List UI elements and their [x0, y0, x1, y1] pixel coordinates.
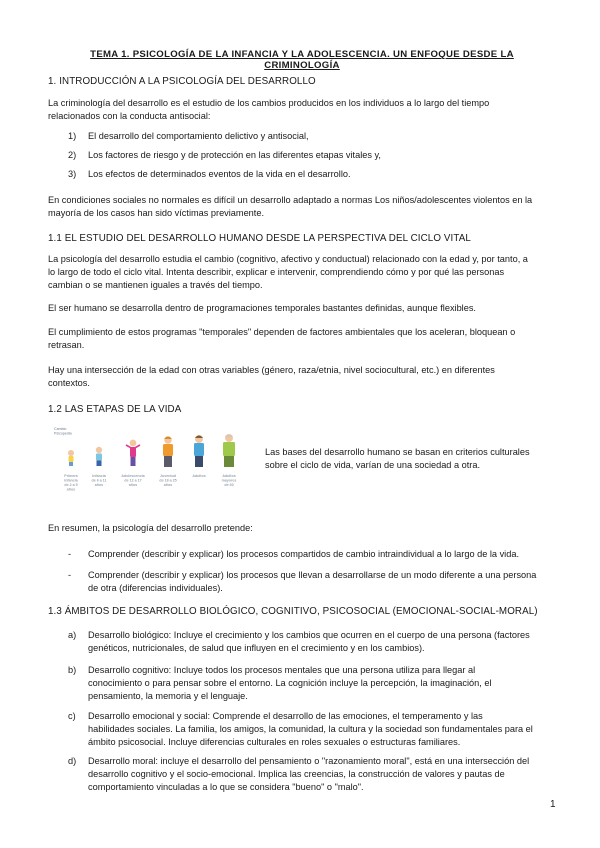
stage-caption: Infancia [92, 474, 106, 478]
list-text: El desarrollo del comportamiento delictivo y antisocial, [88, 131, 309, 141]
text-line: La psicología del desarrollo estudia el cambio (cognitivo, afectivo y conductual) relacionado con la edad y, por tanto, a [48, 254, 528, 264]
stage-caption: infancia [64, 478, 78, 483]
paragraph [48, 364, 556, 390]
paragraph: El ser humano se desarrolla dentro de programaciones temporales bastantes definidas, aunque flexibles. [48, 303, 476, 313]
section-1-1-heading: 1.1 EL ESTUDIO DEL DESARROLLO HUMANO DESDE LA PERSPECTIVA DEL CICLO VITAL [48, 233, 471, 244]
section-1-heading: 1. INTRODUCCIÓN A LA PSICOLOGÍA DEL DESARROLLO [48, 76, 316, 87]
stage-caption: de 6 a 11 [91, 478, 107, 483]
list-text [88, 755, 556, 794]
text-line: sobre el ciclo de vida, varían de una sociedad a otra. [265, 460, 481, 470]
list-letter: d) [68, 756, 77, 766]
paragraph [48, 253, 556, 292]
section-1-intro [48, 97, 556, 123]
list-number: 1) [68, 131, 77, 141]
bullet-text: Comprender (describir y explicar) los procesos compartidos de cambio intraindividual a lo largo de la vida. [88, 549, 519, 559]
young-adult-figure [163, 436, 173, 467]
dash-bullet: - [68, 570, 72, 580]
adult-figure [194, 435, 204, 467]
figure-brand-line2: Psicopedia [54, 431, 72, 436]
stage-caption: Adultos [192, 474, 206, 478]
dash-bullet: - [68, 549, 72, 559]
section-1-2-heading: 1.2 LAS ETAPAS DE LA VIDA [48, 404, 182, 415]
text-line: cambian o se mantienen iguales a través del tiempo. [48, 280, 263, 290]
text-line: Desarrollo moral: incluye el desarrollo del pensamiento o "razonamiento moral", está en una intersección del [88, 756, 530, 766]
list-text: Los efectos de determinados eventos de la vida en el desarrollo. [88, 169, 351, 179]
document-title: TEMA 1. PSICOLOGÍA DE LA INFANCIA Y LA ADOLESCENCIA. UN ENFOQUE DESDE LA CRIMINOLOGÍA [90, 49, 514, 71]
bullet-text [88, 569, 556, 595]
text-line: Las bases del desarrollo humano se basan en criterios culturales [265, 447, 530, 457]
life-stages-figure [54, 426, 254, 498]
text-line: Hay una intersección de la edad con otras variables (género, raza/etnia, nivel sociocultural, etc.) en diferentes [48, 365, 495, 375]
text-line: Desarrollo emocional y social: Comprende el desarrollo de las emociones, el temperamento y las [88, 711, 483, 721]
list-number: 3) [68, 169, 77, 179]
paragraph [48, 326, 556, 352]
text-line: pensamiento, la memoria y el lenguaje. [88, 691, 248, 701]
text-line: retrasan. [48, 340, 85, 350]
stage-caption: años [66, 487, 76, 492]
list-text: Los factores de riesgo y de protección en las diferentes etapas vitales y, [88, 150, 381, 160]
text-line: contextos. [48, 378, 90, 388]
stage-caption: de 12 a 17 [124, 478, 142, 483]
stage-caption: de 2 a 5 [64, 483, 78, 487]
stage-caption: de 60 [224, 483, 234, 487]
list-text [88, 710, 556, 749]
child-figure [96, 447, 102, 466]
stage-caption: de 18 a 25 [159, 478, 177, 483]
text-line: desarrollo cognitivo y el socio-emocional. Implica las creencias, la construcción de valores y pautas de [88, 769, 505, 779]
stage-caption: Juventud [160, 474, 176, 478]
stage-caption: años [94, 483, 104, 487]
text-line: comportamiento vinculadas a lo que se considera "bueno" o "malo". [88, 782, 364, 792]
list-text [88, 629, 556, 655]
text-line: El cumplimiento de estos programas "temporales" dependen de factores ambientales que los aceleran, bloquean o [48, 327, 516, 337]
list-letter: a) [68, 630, 77, 640]
text-line: Comprender (describir y explicar) los procesos que llevan a desarrollarse de un modo diferente a una persona [88, 570, 537, 580]
summary-line: En resumen, la psicología del desarrollo pretende: [48, 523, 253, 533]
list-letter: b) [68, 665, 77, 675]
stage-caption: Primera [64, 474, 78, 478]
list-text [88, 664, 556, 703]
text-line: conocimiento o para pensar sobre el entorno. La cognición incluye la percepción, la imaginación, el [88, 678, 492, 688]
stage-caption: años [163, 483, 173, 487]
text-line: habilidades sociales. La familia, los amigos, la comunidad, la cultura y la sociedad son fundamentales para el [88, 724, 533, 734]
stage-caption: años [128, 483, 138, 487]
list-number: 2) [68, 150, 77, 160]
text-line: ámbito psicosocial. Incluye diferencias culturales en roles sexuales o estructuras familiares. [88, 737, 461, 747]
adolescent-figure [126, 440, 140, 466]
toddler-figure [68, 450, 74, 466]
list-letter: c) [68, 711, 76, 721]
section-1-closing [48, 194, 556, 220]
page-number: 1 [550, 799, 556, 810]
figure-description [265, 446, 555, 472]
text-line: Desarrollo cognitivo: Incluye todos los procesos mentales que una persona utiliza para llegar al [88, 665, 476, 675]
figure-brand-line1: Cambio [54, 427, 67, 431]
text-line: La criminología del desarrollo es el estudio de los cambios producidos en los individuos a lo largo del tiempo [48, 98, 490, 108]
text-line: de otra (diferencias individuales). [88, 583, 223, 593]
section-1-3-heading: 1.3 ÁMBITOS DE DESARROLLO BIOLÓGICO, COGNITIVO, PSICOSOCIAL (EMOCIONAL-SOCIAL-MORAL) [48, 606, 538, 617]
text-line: Desarrollo biológico: Incluye el crecimiento y los cambios que ocurren en el cuerpo de una persona (factores [88, 630, 530, 640]
text-line: lo largo de todo el ciclo vital. Intenta describir, explicar e intervenir, comprendiendo cómo y por qué las personas [48, 267, 505, 277]
older-adult-figure [223, 434, 235, 467]
stage-caption: mayores [221, 478, 237, 483]
text-line: mayoría de los casos han sido víctimas previamente. [48, 208, 265, 218]
text-line: En condiciones sociales no normales es difícil un desarrollo adaptado a normas Los niños/adolescentes violentos en la [48, 195, 533, 205]
stage-caption: Adultos [222, 474, 236, 478]
text-line: relacionados con la conducta antisocial: [48, 111, 211, 121]
stage-caption: Adolescencia [121, 474, 145, 478]
text-line: genéticos, nutricionales, de salud que influyen en el crecimiento y en los cambios). [88, 643, 425, 653]
